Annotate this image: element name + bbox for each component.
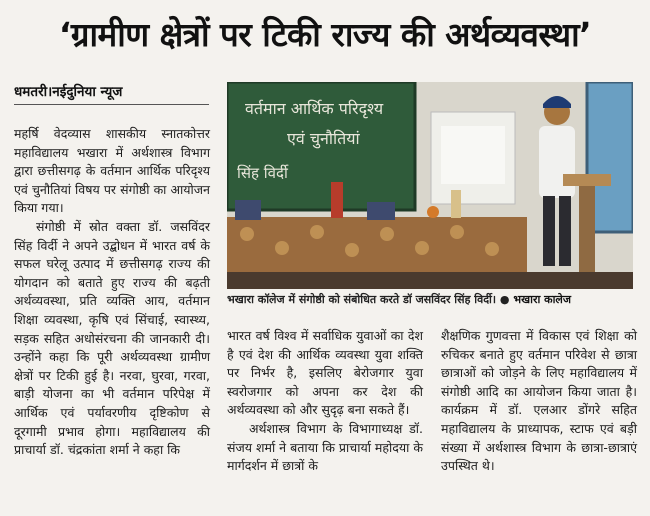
headline: ‘ग्रामीण क्षेत्रों पर टिकी राज्य की अर्थव्यवस्था’ [58,15,592,54]
photo-caption [227,292,633,307]
board-text-2: एवं चुनौतियां [287,129,360,148]
paragraph: भारत वर्ष विश्व में सर्वाधिक युवाओं का देश है एवं देश की आर्थिक व्यवस्था युवा शक्ति पर निर्भर है, इसलिए बेरोजगार युवा स्वरोजगार को अपना कर देश की अर्थव्यवस्था को और सुदृढ़ बना सकते हैं। [227,328,423,418]
paragraph: संगोष्ठी में स्रोत वक्ता डॉ. जसविंदर सिंह विर्दी ने अपने उद्बोधन में भारत वर्ष के सफल घरेलू उत्पाद में छत्तीसगढ़ राज्य की योगदान को बताते हुए राज्य की बढ़ती अर्थव्यवस्था, प्रति व्यक्ति आय, वर्तमान शिक्षा व्यवस्था, कृषि एवं सिंचाई, स्वास्थ्य, सड़क सहित अधोसंरचना की जानकारी दी। उन्होंने कहा कि पूरी अर्थव्यवस्था ग्रामीण क्षेत्रों पर टिकी हुई है। नरवा, घुरवा, गरवा, बाड़ी योजना का भी वर्तमान परिपेक्ष में आर्थिक एवं पर्यावरणीय दृष्टिकोण से दूरगामी प्रभाव होगा। महाविद्यालय की प्राचार्या डॉ. चंद्रकांता शर्मा ने कहा कि [14,218,210,458]
paragraph: शैक्षणिक गुणवत्ता में विकास एवं शिक्षा को रुचिकर बनाते हुए वर्तमान परिवेश से छात्रा छात्राओं को जोड़ने के लिए महाविद्यालय में संगोष्ठी आदि का आयोजन किया जाता है। कार्यक्रम में डॉ. एलआर डोंगरे सहित महाविद्यालय के प्राध्यापक, स्टाफ एवं बड़ी संख्या में अर्थशास्त्र विभाग के छात्रा-छात्राएं उपस्थित थे। [441,328,637,474]
article-column-3 [441,327,637,476]
board-text-1: वर्तमान आर्थिक परिदृश्य [245,99,384,118]
byline-divider [14,104,209,105]
article-column-1 [14,125,210,460]
paragraph: महर्षि वेदव्यास शासकीय स्नातकोत्तर महाविद्यालय भखारा में अर्थशास्त्र विभाग द्वारा छत्तीसगढ़ के वर्तमान आर्थिक परिदृश्य एवं चुनौतियां विषय पर संगोष्ठी का आयोजन किया गया। [14,126,210,216]
paragraph: अर्थशास्त्र विभाग के विभागाध्यक्ष डॉ. संजय शर्मा ने बताया कि प्राचार्या महोदया के मार्गदर्शन में छात्रों के [227,420,423,474]
photo-credit: भखारा कालेज [513,293,572,306]
seminar-photo-illustration [227,82,633,289]
caption-text: भखारा कॉलेज में संगोष्ठी को संबोधित करते डॉ जसविंदर सिंह विर्दी। ● [227,293,510,306]
byline: धमतरी।नईदुनिया न्यूज [14,84,123,100]
news-photo [227,82,633,289]
board-text-3: सिंह विर्दी [237,164,288,182]
article-column-2 [227,327,423,476]
